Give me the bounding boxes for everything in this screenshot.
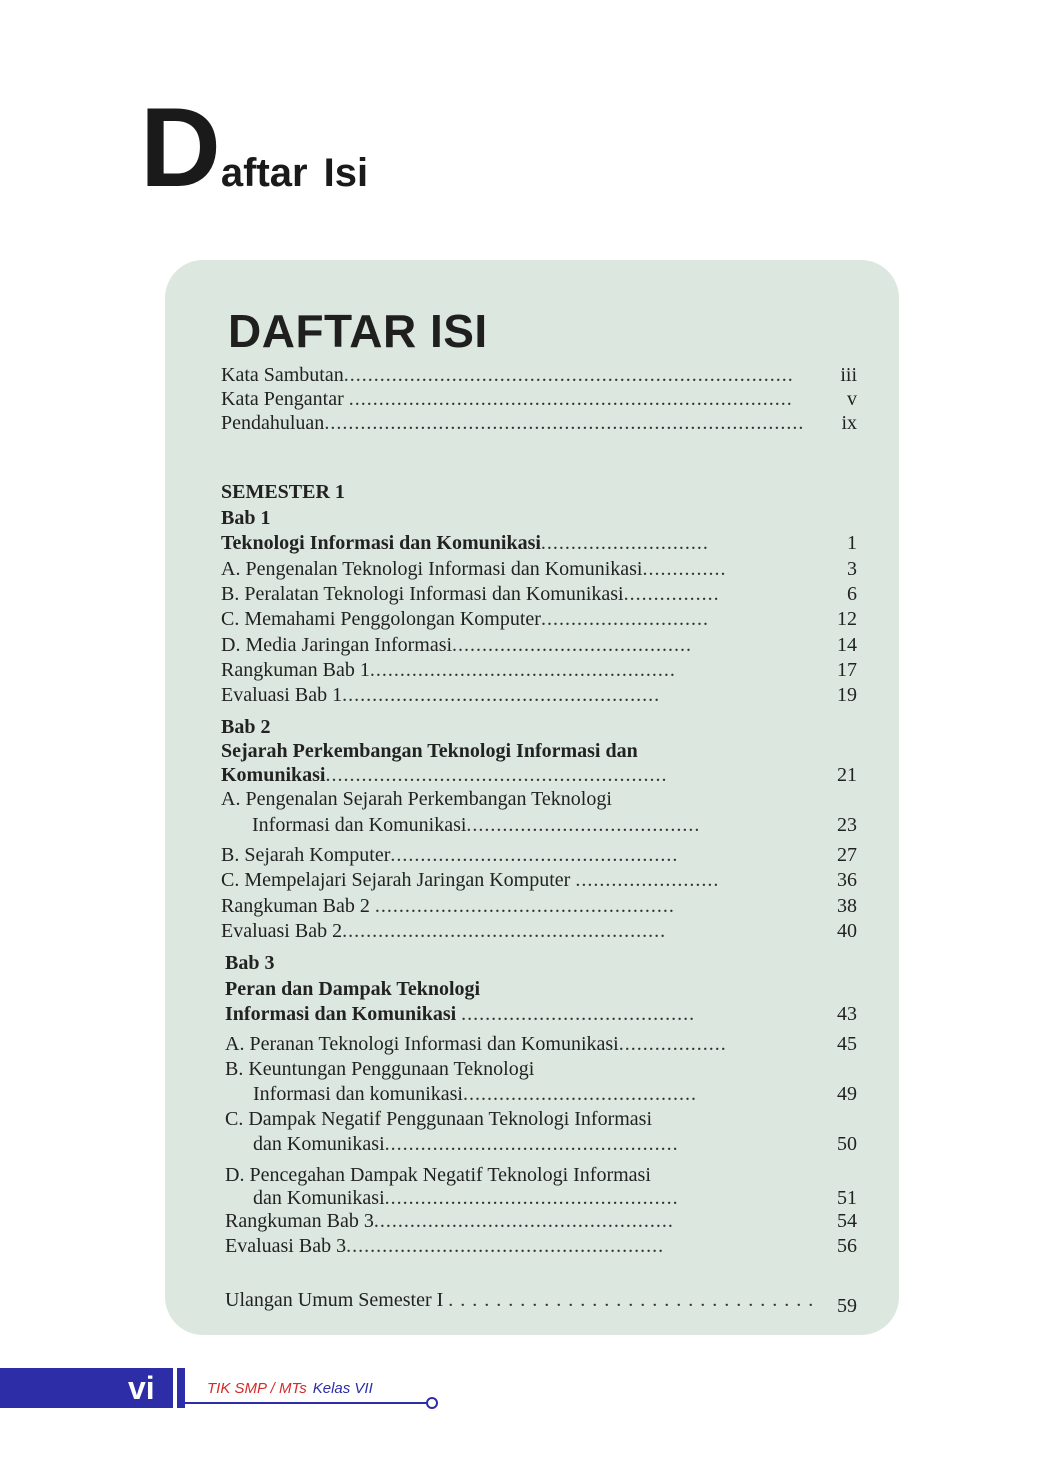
footer-underline (185, 1402, 428, 1404)
toc-page-number: 27 (837, 844, 857, 866)
toc-row-label: Rangkuman Bab 3 (225, 1210, 374, 1232)
toc-row[interactable] (221, 842, 857, 868)
toc-page-number: v (847, 388, 857, 410)
toc-row[interactable] (221, 556, 857, 582)
toc-leader-dots: ................ (623, 583, 720, 605)
toc-leader-dots: ........................................ (452, 634, 693, 656)
toc-leader-dots: .................................................. (374, 895, 675, 917)
toc-row-label: Evaluasi Bab 2 (221, 920, 343, 942)
toc-row-label: dan Komunikasi (253, 1133, 385, 1155)
toc-row-label-line (225, 1056, 857, 1082)
toc-row[interactable] (225, 1081, 857, 1107)
toc-page-number: 43 (837, 1003, 857, 1025)
heading-second-word: Isi (323, 151, 369, 195)
toc-page-number: 54 (837, 1210, 857, 1232)
chapter-title: Peran dan Dampak Teknologi (225, 978, 481, 1000)
toc-leader-dots: ......................................................... (325, 764, 668, 786)
toc-leader-dots: ....................................... (461, 1003, 696, 1025)
toc-row-label-line (225, 1106, 857, 1132)
toc-page-number: 50 (837, 1133, 857, 1155)
toc-chapter-row[interactable] (225, 1001, 857, 1027)
toc-page-number: 40 (837, 920, 857, 942)
toc-row-label: Pendahuluan (221, 412, 325, 434)
toc-leader-dots: ...................................................... (342, 920, 667, 942)
toc-row[interactable] (221, 867, 857, 893)
toc-row[interactable] (221, 606, 857, 632)
toc-leader-dots: ....................................... (462, 1083, 697, 1105)
toc-row-label: Evaluasi Bab 3 (225, 1235, 347, 1257)
toc-row-label: Evaluasi Bab 1 (221, 684, 343, 706)
toc-leader-dots: . . . . . . . . . . . . . . . . . . . . . . . . . . . . . . . (448, 1289, 815, 1311)
semester-label: SEMESTER 1 (221, 481, 345, 503)
toc-page-number: 59 (837, 1295, 857, 1317)
toc-leader-dots: ............................ (540, 532, 709, 554)
chapter-title: Komunikasi (221, 764, 326, 786)
toc-page-number: 23 (837, 814, 857, 836)
toc-chapter-row[interactable] (221, 762, 857, 788)
chapter-label: Bab 2 (221, 716, 271, 738)
toc-row-label: Kata Sambutan (221, 364, 344, 386)
toc-leader-dots: ................................................................................ (324, 412, 805, 434)
toc-row-label: Kata Pengantar (221, 388, 349, 410)
toc-row-label: B. Keuntungan Penggunaan Teknologi (225, 1058, 535, 1080)
toc-page-number: 36 (837, 869, 857, 891)
chapter-label: Bab 1 (221, 507, 271, 529)
toc-page-number: iii (840, 364, 857, 386)
footer-circle-icon (426, 1397, 438, 1409)
toc-page-number: 19 (837, 684, 857, 706)
toc-row[interactable] (225, 1131, 857, 1157)
footer-book-class: Kelas VII (312, 1380, 373, 1397)
chapter-label: Bab 3 (225, 952, 275, 974)
toc-row[interactable] (225, 1233, 857, 1259)
heading-word: aftar (220, 151, 308, 195)
toc-page-number: 3 (847, 558, 857, 580)
toc-row[interactable] (225, 1031, 857, 1057)
footer-separator (177, 1368, 185, 1408)
toc-row-label: Informasi dan komunikasi (253, 1083, 463, 1105)
toc-leader-dots: ....................................... (466, 814, 701, 836)
chapter-title: Teknologi Informasi dan Komunikasi (221, 532, 541, 554)
toc-title: DAFTAR ISI (228, 305, 488, 357)
toc-page-number: 12 (837, 608, 857, 630)
toc-leader-dots: ............................ (540, 608, 709, 630)
toc-leader-dots: .............. (642, 558, 727, 580)
toc-row[interactable] (225, 1287, 857, 1317)
toc-row-label: Rangkuman Bab 2 (221, 895, 375, 917)
toc-row[interactable] (221, 657, 857, 683)
toc-row-label: A. Pengenalan Sejarah Perkembangan Teknologi (221, 788, 612, 810)
toc-row[interactable] (221, 362, 857, 388)
toc-row[interactable] (221, 812, 857, 838)
toc-row-label: C. Memahami Penggolongan Komputer (221, 608, 541, 630)
toc-leader-dots: ................................................... (369, 659, 676, 681)
toc-row[interactable] (225, 1208, 857, 1234)
footer-book-name: TIK SMP / MTs (207, 1380, 307, 1397)
toc-row-label: D. Media Jaringan Informasi (221, 634, 453, 656)
toc-row[interactable] (221, 581, 857, 607)
toc-page-number: ix (841, 412, 857, 434)
toc-page-number: 6 (847, 583, 857, 605)
toc-page-number: 49 (837, 1083, 857, 1105)
toc-page-number: 38 (837, 895, 857, 917)
toc-row[interactable] (221, 918, 857, 944)
toc-leader-dots: ................................................. (384, 1133, 679, 1155)
toc-row-label: B. Sejarah Komputer (221, 844, 391, 866)
toc-row-label: B. Peralatan Teknologi Informasi dan Komunikasi (221, 583, 624, 605)
toc-row-label: D. Pencegahan Dampak Negatif Teknologi Informasi (225, 1164, 651, 1186)
toc-leader-dots: .......................................................................... (348, 388, 793, 410)
toc-row-label: C. Dampak Negatif Penggunaan Teknologi Informasi (225, 1108, 653, 1130)
chapter-title: Informasi dan Komunikasi (225, 1003, 462, 1025)
toc-row[interactable] (221, 682, 857, 708)
toc-row-label-line (221, 786, 857, 812)
toc-page-number: 21 (837, 764, 857, 786)
toc-leader-dots: ..................................................... (342, 684, 661, 706)
toc-leader-dots: ................................................ (390, 844, 679, 866)
toc-row[interactable] (221, 410, 857, 436)
toc-row-label: Informasi dan Komunikasi (252, 814, 467, 836)
page-heading (140, 85, 369, 210)
toc-row-label: C. Mempelajari Sejarah Jaringan Komputer (221, 869, 576, 891)
toc-page-number: 56 (837, 1235, 857, 1257)
toc-leader-dots: ................................................. (384, 1187, 679, 1209)
footer-page-number: vi (128, 1370, 155, 1406)
toc-leader-dots: ........................................................................... (343, 364, 794, 386)
heading-initial-letter: D (140, 85, 219, 210)
toc-row-label: dan Komunikasi (253, 1187, 385, 1209)
toc-row[interactable] (221, 632, 857, 658)
toc-page-number: 17 (837, 659, 857, 681)
toc-leader-dots: .................................................. (373, 1210, 674, 1232)
toc-page-number: 45 (837, 1033, 857, 1055)
toc-row-label: A. Peranan Teknologi Informasi dan Komunikasi (225, 1033, 619, 1055)
toc-page-number: 14 (837, 634, 857, 656)
toc-page-number: 1 (847, 532, 857, 554)
toc-row-label: Ulangan Umum Semester I (225, 1289, 449, 1311)
footer-book-title (207, 1380, 373, 1397)
toc-leader-dots: ..................................................... (346, 1235, 665, 1257)
toc-page-number: 51 (837, 1187, 857, 1209)
chapter-title: Sejarah Perkembangan Teknologi Informasi dan (221, 740, 638, 762)
toc-leader-dots: .................. (618, 1033, 727, 1055)
toc-row-label: A. Pengenalan Teknologi Informasi dan Komunikasi (221, 558, 643, 580)
toc-leader-dots: ........................ (575, 869, 720, 891)
toc-row-label: Rangkuman Bab 1 (221, 659, 370, 681)
toc-row[interactable] (221, 386, 857, 412)
toc-row[interactable] (221, 893, 857, 919)
toc-chapter-row[interactable] (221, 530, 857, 556)
